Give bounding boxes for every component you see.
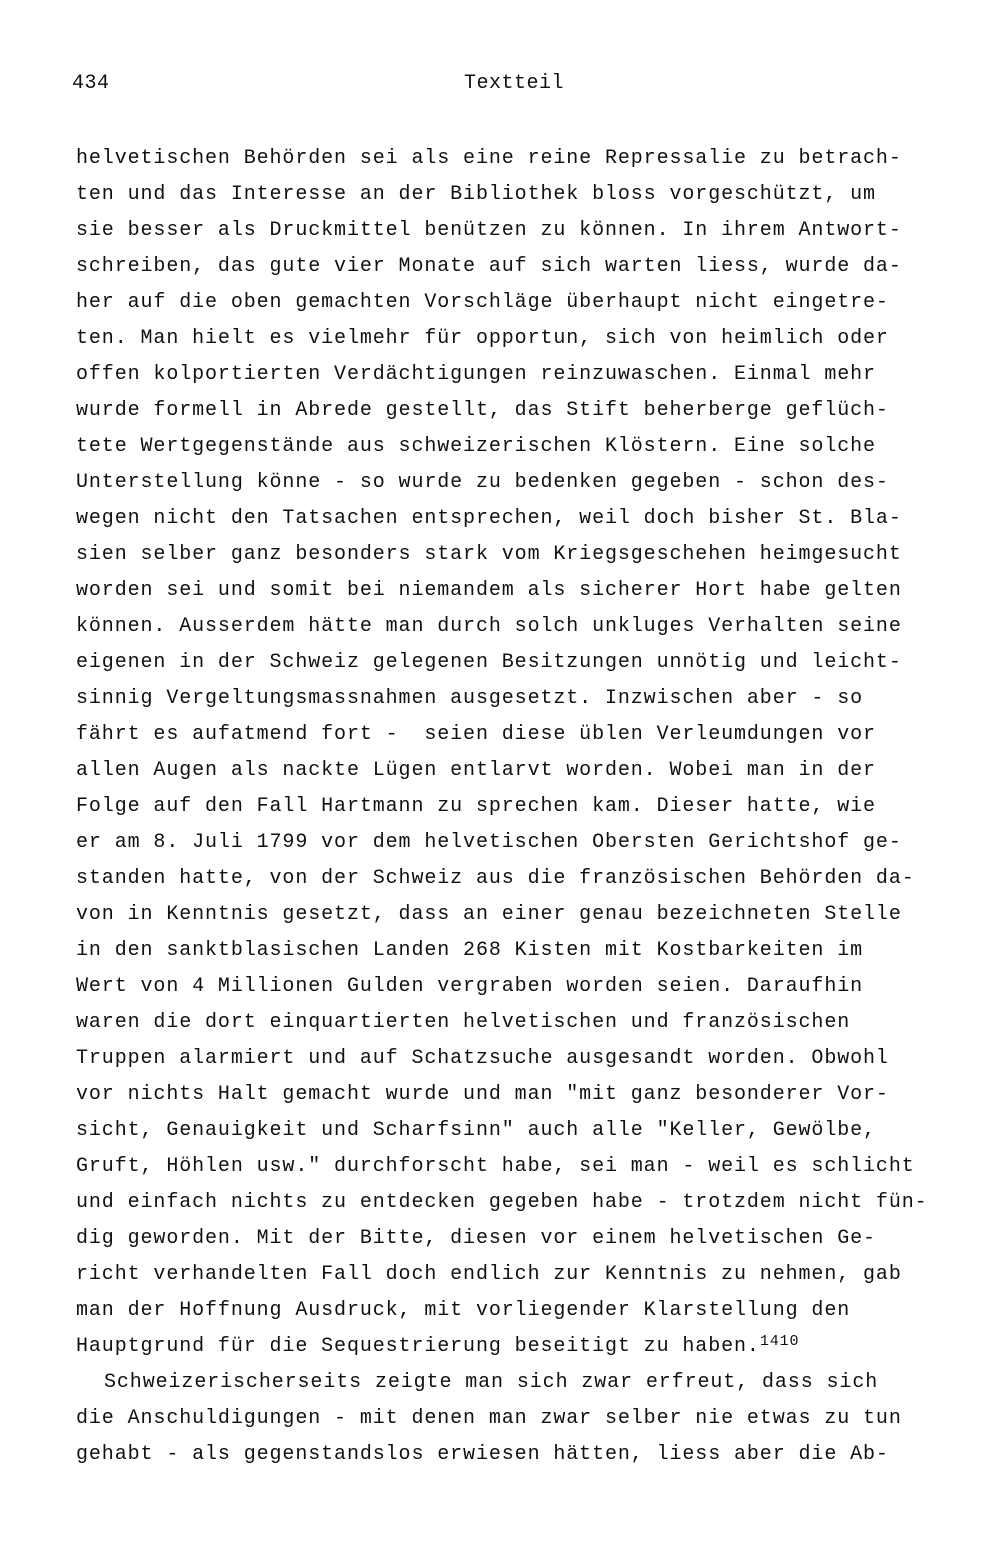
text-line: können. Ausserdem hätte man durch solch unkluges Verhalten seine [76, 615, 902, 638]
text-line: tete Wertgegenstände aus schweizerischen Klöstern. Eine solche [76, 435, 876, 458]
text-line: ten. Man hielt es vielmehr für opportun, sich von heimlich oder [76, 327, 889, 350]
footnote-reference[interactable]: 1410 [759, 1333, 800, 1350]
text-line: standen hatte, von der Schweiz aus die französischen Behörden da- [76, 867, 915, 890]
text-line: ten und das Interesse an der Bibliothek bloss vorgeschützt, um [76, 183, 876, 206]
paragraph-1-last-line: Hauptgrund für die Sequestrierung beseitigt zu haben. [76, 1335, 760, 1358]
text-line: von in Kenntnis gesetzt, dass an einer genau bezeichneten Stelle [76, 903, 902, 926]
text-line: worden sei und somit bei niemandem als sicherer Hort habe gelten [76, 579, 902, 602]
body-text [76, 141, 956, 1473]
text-line: Unterstellung könne - so wurde zu bedenken gegeben - schon des- [76, 471, 889, 494]
text-line: her auf die oben gemachten Vorschläge überhaupt nicht eingetre- [76, 291, 889, 314]
text-line: sien selber ganz besonders stark vom Kriegsgeschehen heimgesucht [76, 543, 902, 566]
text-line: wegen nicht den Tatsachen entsprechen, weil doch bisher St. Bla- [76, 507, 902, 530]
text-line: und einfach nichts zu entdecken gegeben habe - trotzdem nicht fün- [76, 1191, 928, 1214]
text-line: sicht, Genauigkeit und Scharfsinn" auch alle "Keller, Gewölbe, [76, 1119, 876, 1142]
text-line: Schweizerischerseits zeigte man sich zwar erfreut, dass sich [104, 1371, 879, 1394]
text-line: in den sanktblasischen Landen 268 Kisten mit Kostbarkeiten im [76, 939, 864, 962]
text-line: waren die dort einquartierten helvetischen und französischen [76, 1011, 851, 1034]
text-line: helvetischen Behörden sei als eine reine Repressalie zu betrach- [76, 147, 902, 170]
text-line-last [76, 1329, 956, 1365]
running-head: Textteil [464, 72, 565, 95]
text-line: schreiben, das gute vier Monate auf sich warten liess, wurde da- [76, 255, 902, 278]
text-line: allen Augen als nackte Lügen entlarvt worden. Wobei man in der [76, 759, 876, 782]
text-line: wurde formell in Abrede gestellt, das Stift beherberge geflüch- [76, 399, 889, 422]
text-line: gehabt - als gegenstandslos erwiesen hätten, liess aber die Ab- [76, 1443, 889, 1466]
text-line: vor nichts Halt gemacht wurde und man "mit ganz besonderer Vor- [76, 1083, 889, 1106]
page-number: 434 [72, 72, 110, 95]
text-line: offen kolportierten Verdächtigungen reinzuwaschen. Einmal mehr [76, 363, 876, 386]
text-line: Folge auf den Fall Hartmann zu sprechen kam. Dieser hatte, wie [76, 795, 876, 818]
text-line: eigenen in der Schweiz gelegenen Besitzungen unnötig und leicht- [76, 651, 902, 674]
text-line: dig geworden. Mit der Bitte, diesen vor einem helvetischen Ge- [76, 1227, 876, 1250]
paragraph-2 [76, 1365, 956, 1473]
text-line: er am 8. Juli 1799 vor dem helvetischen Obersten Gerichtshof ge- [76, 831, 902, 854]
text-line: fährt es aufatmend fort - seien diese üblen Verleumdungen vor [76, 723, 876, 746]
text-line: Wert von 4 Millionen Gulden vergraben worden seien. Daraufhin [76, 975, 864, 998]
text-line: man der Hoffnung Ausdruck, mit vorliegender Klarstellung den [76, 1299, 851, 1322]
text-line: Truppen alarmiert und auf Schatzsuche ausgesandt worden. Obwohl [76, 1047, 889, 1070]
text-line: Gruft, Höhlen usw." durchforscht habe, sei man - weil es schlicht [76, 1155, 915, 1178]
text-line: sinnig Vergeltungsmassnahmen ausgesetzt. Inzwischen aber - so [76, 687, 864, 710]
text-line: richt verhandelten Fall doch endlich zur Kenntnis zu nehmen, gab [76, 1263, 902, 1286]
text-line: sie besser als Druckmittel benützen zu können. In ihrem Antwort- [76, 219, 902, 242]
text-line: die Anschuldigungen - mit denen man zwar selber nie etwas zu tun [76, 1407, 902, 1430]
paragraph-1 [76, 141, 956, 1365]
